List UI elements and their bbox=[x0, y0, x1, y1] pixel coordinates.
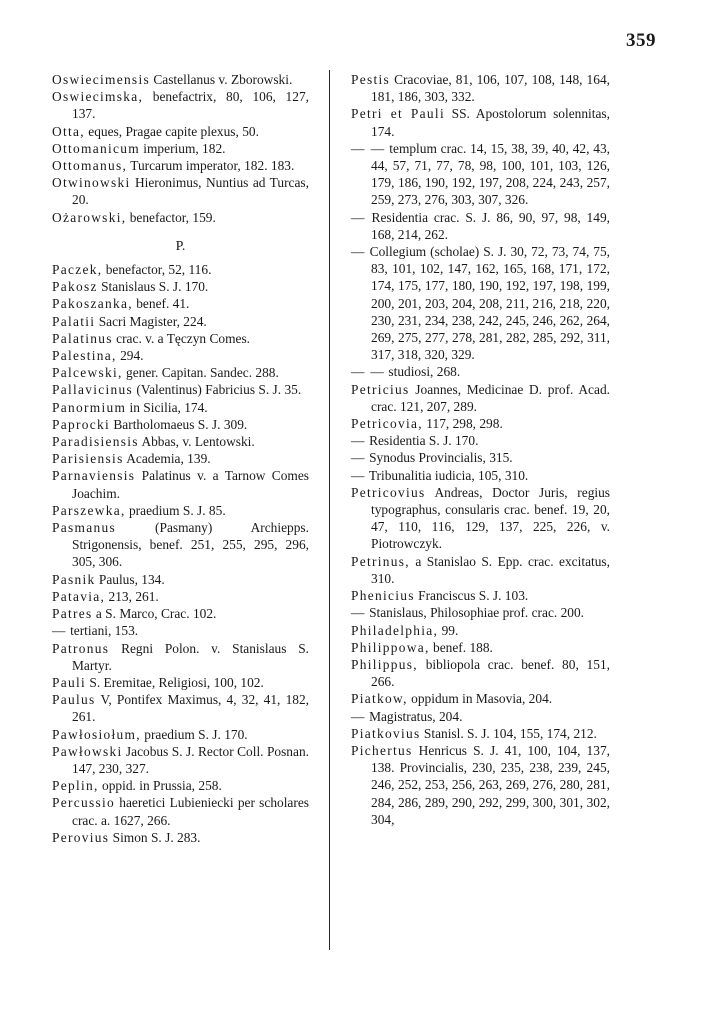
entry-text: Regni Polon. v. Stanislaus S. Martyr. bbox=[72, 640, 309, 673]
index-entry bbox=[52, 364, 309, 381]
entry-headword: Otta, bbox=[52, 123, 85, 139]
entry-text: Stanislaus, Philosophiae prof. crac. 200. bbox=[369, 605, 585, 621]
entry-text: Magistratus, 204. bbox=[369, 708, 463, 724]
entry-headword: Pallavicinus bbox=[52, 382, 134, 398]
entry-text: 117, 298, 298. bbox=[426, 416, 503, 432]
entry-text: benefactrix, 80, 106, 127, 137. bbox=[72, 89, 309, 122]
index-entry bbox=[351, 363, 610, 380]
entry-text: Bartholomaeus S. J. 309. bbox=[113, 416, 248, 432]
index-entry bbox=[351, 725, 610, 742]
entry-headword: Petricovia, bbox=[351, 416, 423, 432]
entry-headword: Paczek, bbox=[52, 262, 103, 278]
index-entry bbox=[351, 587, 610, 604]
index-entry bbox=[351, 622, 610, 639]
left-column bbox=[52, 71, 309, 846]
entry-headword: Paradisiensis bbox=[52, 434, 139, 450]
entry-text: (Pasmany) Archiepps. Strigonensis, benef. 251, 255, 295, 296, 305, 306. bbox=[72, 520, 309, 570]
entry-text: studiosi, 268. bbox=[388, 364, 461, 380]
index-entry bbox=[351, 140, 610, 209]
entry-headword: Paulus bbox=[52, 692, 96, 708]
index-entry bbox=[52, 743, 309, 777]
entry-headword: Pasmanus bbox=[52, 520, 116, 536]
index-entry bbox=[52, 640, 309, 674]
index-entry bbox=[52, 209, 309, 226]
entry-headword: Percussio bbox=[52, 795, 116, 811]
index-entry bbox=[52, 123, 309, 140]
entry-text: 99. bbox=[441, 622, 459, 638]
index-entry bbox=[52, 88, 309, 122]
entry-headword: Pakoszanka, bbox=[52, 296, 133, 312]
index-entry bbox=[52, 502, 309, 519]
entry-text: Turcarum imperator, 182. 183. bbox=[130, 158, 295, 174]
index-entry bbox=[351, 449, 610, 466]
entry-headword: Petricovius bbox=[351, 484, 426, 500]
entry-text: crac. v. a Tęczyn Comes. bbox=[116, 330, 251, 346]
entry-text: 294. bbox=[120, 348, 144, 364]
index-entry bbox=[52, 691, 309, 725]
entry-headword: — bbox=[351, 433, 366, 449]
entry-text: benefactor, 159. bbox=[129, 209, 216, 225]
entry-headword: — — bbox=[351, 140, 386, 156]
entry-headword: Palestina, bbox=[52, 348, 117, 364]
entry-headword: — bbox=[351, 209, 366, 225]
entry-text: benef. 41. bbox=[136, 296, 190, 312]
entry-text: Henricus S. J. 41, 100, 104, 137, 138. Provincialis, 230, 235, 238, 239, 245, 246, 252, 253, 256, 263, 269, 276, 280, 281, 284, 286, 289, 290, 292, 299, 300, 301, 302, 304, bbox=[371, 742, 610, 827]
index-entry bbox=[52, 450, 309, 467]
index-entry bbox=[52, 674, 309, 691]
entry-headword: Peplin, bbox=[52, 778, 99, 794]
entry-headword: Petri et Pauli bbox=[351, 106, 445, 122]
entry-headword: Perovius bbox=[52, 829, 110, 845]
entry-headword: Palatinus bbox=[52, 330, 113, 346]
entry-headword: — bbox=[351, 467, 366, 483]
index-entry bbox=[351, 742, 610, 828]
entry-headword: Pawłowski bbox=[52, 743, 123, 759]
index-entry bbox=[351, 432, 610, 449]
entry-headword: — — bbox=[351, 364, 386, 380]
entry-headword: Ożarowski, bbox=[52, 209, 127, 225]
entry-text: in Sicilia, 174. bbox=[129, 399, 208, 415]
entry-headword: Paprocki bbox=[52, 416, 110, 432]
entry-headword: Philadelphia, bbox=[351, 622, 439, 638]
index-entry bbox=[351, 604, 610, 621]
entry-headword: Palatii bbox=[52, 313, 96, 329]
entry-text: a S. Marco, Crac. 102. bbox=[95, 606, 217, 622]
entry-text: Simon S. J. 283. bbox=[112, 829, 201, 845]
index-entry bbox=[351, 690, 610, 707]
entry-text: Andreas, Doctor Juris, regius typographus, consularis crac. benef. 19, 20, 47, 110, 116, 129, 137, 225, 226, v. Piotrowczyk. bbox=[371, 484, 611, 552]
index-entry bbox=[52, 313, 309, 330]
entry-headword: Pakosz bbox=[52, 279, 98, 295]
index-entry bbox=[351, 467, 610, 484]
entry-text: Collegium (scholae) S. J. 30, 72, 73, 74, 75, 83, 101, 102, 147, 162, 165, 168, 171, 172, 174, 175, 177, 180, 190, 192, 197, 198, 199, 200, 201, 203, 204, 208, 211, 216, 218, 220, 230, 231, 234, 238, 242, 245, 246, 262, 264, 269, 275, 277, 278, 281, 282, 285, 292, 311, 317, 318, 320, 329. bbox=[369, 244, 610, 363]
index-entry bbox=[52, 157, 309, 174]
entry-headword: Pasnik bbox=[52, 571, 96, 587]
index-entry bbox=[52, 588, 309, 605]
right-column bbox=[351, 71, 610, 828]
entry-headword: — bbox=[351, 450, 366, 466]
entry-text: Jacobus S. J. Rector Coll. Posnan. 147, 230, 327. bbox=[72, 743, 309, 776]
index-entry bbox=[351, 415, 610, 432]
entry-text: Paulus, 134. bbox=[98, 571, 165, 587]
index-entry bbox=[52, 467, 309, 501]
entry-text: Joannes, Medicinae D. prof. Acad. crac. 121, 207, 289. bbox=[371, 381, 610, 414]
entry-text: Stanislaus S. J. 170. bbox=[101, 279, 209, 295]
index-entry bbox=[52, 295, 309, 312]
entry-text: (Valentinus) Fabricius S. J. 35. bbox=[136, 382, 302, 398]
entry-text: bibliopola crac. benef. 80, 151, 266. bbox=[371, 656, 610, 690]
entry-text: Franciscus S. J. 103. bbox=[418, 588, 529, 604]
index-entry bbox=[52, 726, 309, 743]
index-entry bbox=[52, 140, 309, 157]
entry-headword: Palcewski, bbox=[52, 365, 123, 381]
entry-text: oppidum in Masovia, 204. bbox=[411, 691, 553, 707]
entry-headword: Pawłosiołum, bbox=[52, 726, 141, 742]
entry-text: Residentia S. J. 170. bbox=[369, 433, 479, 449]
entry-headword: Piatkow, bbox=[351, 691, 408, 707]
index-entry bbox=[351, 381, 610, 415]
entry-text: benefactor, 52, 116. bbox=[105, 262, 212, 278]
entry-headword: Patres bbox=[52, 606, 93, 622]
entry-headword: Phenicius bbox=[351, 588, 415, 604]
index-entry bbox=[52, 399, 309, 416]
entry-text: Academia, 139. bbox=[126, 451, 211, 467]
index-entry bbox=[351, 656, 610, 690]
entry-headword: — bbox=[52, 623, 67, 639]
entry-headword: Piatkovius bbox=[351, 725, 421, 741]
column-divider bbox=[329, 70, 330, 950]
entry-text: haeretici Lubieniecki per scholares crac. a. 1627, 266. bbox=[72, 795, 309, 828]
entry-headword: Ottomanus, bbox=[52, 158, 128, 174]
index-entry bbox=[52, 622, 309, 639]
index-entry bbox=[52, 829, 309, 846]
index-entry bbox=[351, 243, 610, 363]
page-number: 359 bbox=[626, 30, 656, 51]
entry-text: Cracoviae, 81, 106, 107, 108, 148, 164, 181, 186, 303, 332. bbox=[371, 72, 610, 105]
entry-headword: Petrinus, bbox=[351, 553, 410, 569]
entry-headword: Philippus, bbox=[351, 656, 418, 672]
entry-text: templum crac. 14, 15, 38, 39, 40, 42, 43, 44, 57, 71, 77, 78, 98, 100, 101, 103, 126, 179, 186, 190, 192, 197, 208, 224, 243, 257, 259, 273, 276, 303, 307, 326. bbox=[371, 140, 610, 208]
entry-headword: Philippowa, bbox=[351, 639, 430, 655]
entry-headword: Parszewka, bbox=[52, 502, 126, 518]
index-entry bbox=[52, 278, 309, 295]
index-entry bbox=[52, 571, 309, 588]
entry-text: 213, 261. bbox=[108, 588, 159, 604]
entry-text: a Stanislao S. Epp. crac. excitatus, 310. bbox=[371, 553, 610, 586]
entry-text: benef. 188. bbox=[433, 639, 493, 655]
index-entry bbox=[351, 708, 610, 725]
entry-text: eques, Pragae capite plexus, 50. bbox=[88, 123, 259, 139]
entry-headword: Parnaviensis bbox=[52, 468, 136, 484]
index-entry bbox=[351, 553, 610, 587]
index-entry bbox=[351, 71, 610, 105]
entry-headword: Pauli bbox=[52, 674, 87, 690]
index-entry bbox=[351, 484, 610, 553]
index-entry bbox=[52, 347, 309, 364]
entry-text: V, Pontifex Maximus, 4, 32, 41, 182, 261. bbox=[72, 692, 309, 725]
entry-text: SS. Apostolorum solennitas, 174. bbox=[371, 106, 610, 139]
entry-text: Castellanus v. Zborowski. bbox=[153, 72, 293, 87]
entry-text: tertiani, 153. bbox=[70, 623, 139, 639]
entry-text: imperium, 182. bbox=[143, 140, 226, 156]
index-entry bbox=[52, 416, 309, 433]
section-letter: P. bbox=[175, 238, 186, 254]
entry-headword: Patronus bbox=[52, 640, 110, 656]
index-entry bbox=[52, 71, 309, 88]
entry-headword: Patavia, bbox=[52, 588, 106, 604]
index-entry bbox=[351, 639, 610, 656]
entry-headword: Oswiecimska, bbox=[52, 89, 144, 105]
index-entry bbox=[52, 519, 309, 571]
entry-headword: Petricius bbox=[351, 381, 410, 397]
entry-headword: Panormium bbox=[52, 399, 127, 415]
entry-headword: Otwinowski bbox=[52, 175, 131, 191]
entry-text: praedium S. J. 85. bbox=[128, 502, 226, 518]
entry-headword: — bbox=[351, 708, 366, 724]
entry-text: S. Eremitae, Religiosi, 100, 102. bbox=[89, 674, 264, 690]
index-entry bbox=[351, 209, 610, 243]
entry-text: praedium S. J. 170. bbox=[144, 726, 248, 742]
entry-text: Palatinus v. a Tarnow Comes Joachim. bbox=[72, 468, 309, 501]
entry-headword: — bbox=[351, 244, 366, 260]
index-entry bbox=[52, 794, 309, 828]
entry-text: Stanisl. S. J. 104, 155, 174, 212. bbox=[423, 725, 597, 741]
index-entry bbox=[52, 261, 309, 278]
entry-text: Synodus Provincialis, 315. bbox=[369, 450, 513, 466]
index-entry bbox=[52, 777, 309, 794]
entry-text: Sacri Magister, 224. bbox=[98, 313, 207, 329]
entry-headword: Pestis bbox=[351, 72, 391, 87]
index-entry bbox=[52, 174, 309, 208]
index-entry bbox=[52, 330, 309, 347]
entry-headword: — bbox=[351, 605, 366, 621]
entry-text: Tribunalitia iudicia, 105, 310. bbox=[368, 467, 529, 483]
entry-headword: Oswiecimensis bbox=[52, 72, 150, 87]
index-entry bbox=[52, 381, 309, 398]
entry-headword: Parisiensis bbox=[52, 451, 124, 467]
entry-text: Residentia crac. S. J. 86, 90, 97, 98, 149, 168, 214, 262. bbox=[371, 209, 610, 242]
index-entry bbox=[52, 605, 309, 622]
index-entry bbox=[52, 433, 309, 450]
entry-headword: Ottomanicum bbox=[52, 140, 140, 156]
entry-text: gener. Capitan. Sandec. 288. bbox=[126, 365, 279, 381]
entry-text: Abbas, v. Lentowski. bbox=[141, 434, 255, 450]
entry-text: oppid. in Prussia, 258. bbox=[102, 778, 222, 794]
index-entry bbox=[351, 105, 610, 139]
entry-text: Hieronimus, Nuntius ad Turcas, 20. bbox=[72, 175, 309, 208]
entry-headword: Pichertus bbox=[351, 742, 413, 758]
